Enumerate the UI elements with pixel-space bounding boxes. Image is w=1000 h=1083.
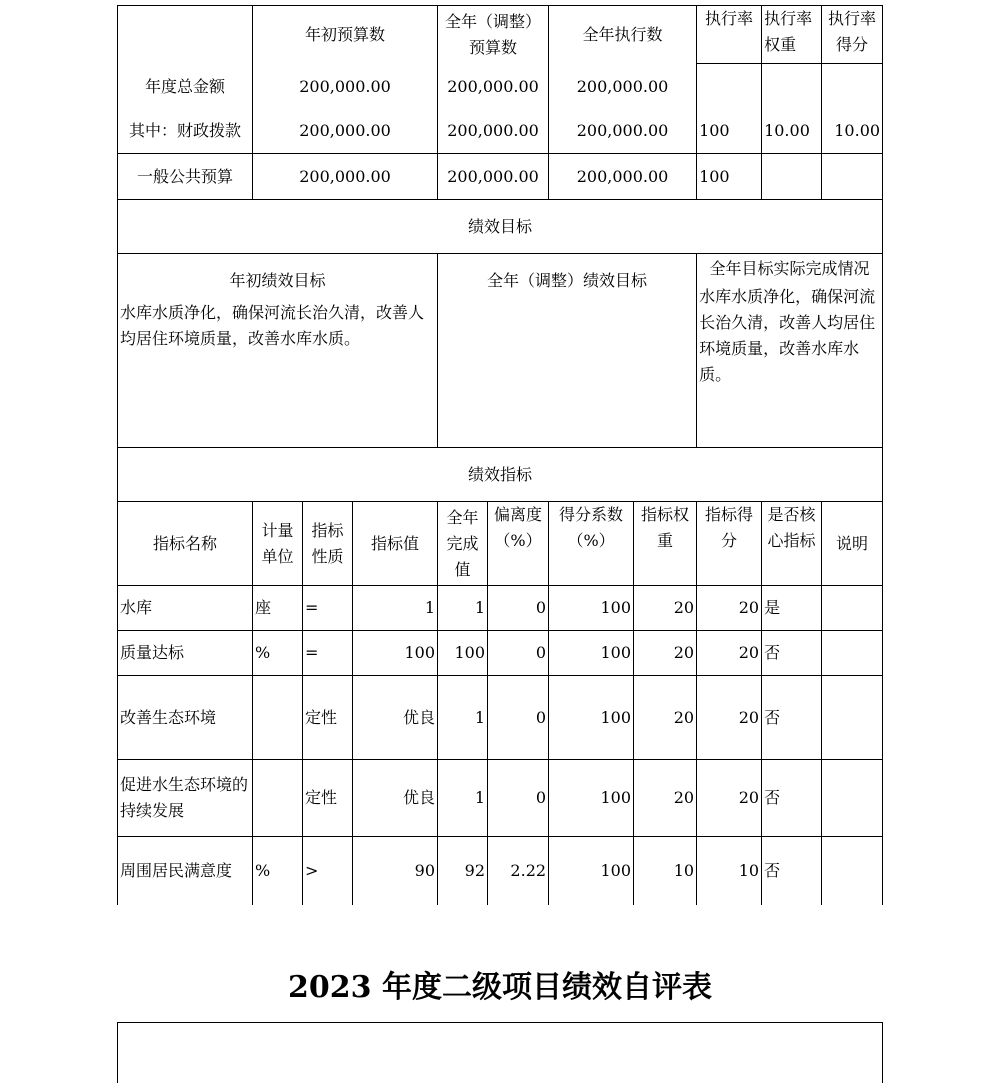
indicator-value: 100 [353, 631, 438, 676]
indicator-deviation: 2.22 [488, 837, 549, 905]
table-row [118, 586, 883, 631]
indicator-nature: = [303, 631, 353, 676]
indicator-name: 水库 [118, 586, 253, 631]
indicator-deviation: 0 [488, 586, 549, 631]
budget-total-score [822, 64, 883, 110]
indicator-header-nature: 指标性质 [303, 502, 353, 586]
indicator-header-core: 是否核心指标 [762, 502, 822, 586]
indicator-coefficient: 100 [549, 760, 634, 837]
budget-rate-weight-header: 执行率权重 [762, 6, 822, 64]
budget-fiscal-row [118, 110, 883, 154]
indicator-score: 10 [697, 837, 762, 905]
indicator-weight: 20 [634, 676, 697, 760]
budget-rate-header: 执行率 [697, 6, 762, 64]
table-row [118, 631, 883, 676]
indicators-header-row [118, 502, 883, 586]
budget-total-initial: 200,000.00 [253, 64, 438, 110]
goals-adjusted-header: 全年（调整）绩效目标 [487, 271, 648, 290]
budget-executed-header: 全年执行数 [549, 6, 697, 64]
indicator-weight: 20 [634, 631, 697, 676]
budget-total-weight [762, 64, 822, 110]
budget-fiscal-label: 其中：财政拨款 [118, 110, 253, 154]
table-row [118, 837, 883, 905]
budget-total-rate [697, 64, 762, 110]
indicator-header-note: 说明 [822, 502, 883, 586]
budget-adjusted-header: 全年（调整）预算数 [438, 6, 549, 64]
budget-total-executed: 200,000.00 [549, 64, 697, 110]
indicator-score: 20 [697, 631, 762, 676]
next-table-frame [117, 1022, 883, 1083]
indicator-coefficient: 100 [549, 837, 634, 905]
indicator-coefficient: 100 [549, 586, 634, 631]
indicator-unit: % [253, 631, 303, 676]
budget-total-label: 年度总金额 [118, 64, 253, 110]
goals-section-row [118, 200, 883, 254]
indicator-unit: % [253, 837, 303, 905]
indicator-nature: 定性 [303, 760, 353, 837]
indicator-value: 90 [353, 837, 438, 905]
indicator-weight: 20 [634, 586, 697, 631]
budget-general-weight [762, 154, 822, 200]
indicator-nature: > [303, 837, 353, 905]
goals-adjusted-text [440, 294, 694, 300]
indicator-coefficient: 100 [549, 676, 634, 760]
next-table-title: 2023 年度二级项目绩效自评表 [288, 970, 712, 1005]
indicator-header-score: 指标得分 [697, 502, 762, 586]
indicator-header-coefficient: 得分系数（%） [549, 502, 634, 586]
budget-total-row [118, 64, 883, 110]
budget-fiscal-initial: 200,000.00 [253, 110, 438, 154]
indicator-nature: = [303, 586, 353, 631]
budget-general-rate: 100 [697, 154, 762, 200]
budget-header-row [118, 6, 883, 64]
indicator-note [822, 837, 883, 905]
indicator-completed: 1 [438, 586, 488, 631]
budget-rate-score-header: 执行率得分 [822, 6, 883, 64]
goals-actual-cell [697, 254, 883, 448]
budget-general-executed: 200,000.00 [549, 154, 697, 200]
goals-actual-text: 水库水质净化，确保河流长治久清，改善人均居住环境质量，改善水库水质。 [699, 287, 876, 384]
budget-initial-header: 年初预算数 [253, 6, 438, 64]
indicator-note [822, 760, 883, 837]
indicator-weight: 20 [634, 760, 697, 837]
budget-total-adjusted: 200,000.00 [438, 64, 549, 110]
indicator-note [822, 676, 883, 760]
budget-corner-cell [118, 6, 253, 64]
indicator-deviation: 0 [488, 760, 549, 837]
indicator-name: 周围居民满意度 [118, 837, 253, 905]
budget-fiscal-rate: 100 [697, 110, 762, 154]
indicator-completed: 1 [438, 676, 488, 760]
indicator-header-name: 指标名称 [118, 502, 253, 586]
indicators-section-title: 绩效指标 [118, 448, 883, 502]
goals-content-row [118, 254, 883, 448]
indicator-name: 促进水生态环境的持续发展 [118, 760, 253, 837]
indicator-core: 否 [762, 676, 822, 760]
indicator-completed: 92 [438, 837, 488, 905]
indicator-core: 否 [762, 837, 822, 905]
budget-general-initial: 200,000.00 [253, 154, 438, 200]
indicator-name: 改善生态环境 [118, 676, 253, 760]
indicator-header-unit: 计量单位 [253, 502, 303, 586]
indicator-unit [253, 676, 303, 760]
indicator-score: 20 [697, 586, 762, 631]
budget-fiscal-adjusted: 200,000.00 [438, 110, 549, 154]
indicator-name: 质量达标 [118, 631, 253, 676]
goals-adjusted-cell [438, 254, 697, 448]
budget-fiscal-score: 10.00 [822, 110, 883, 154]
goals-initial-cell [118, 254, 438, 448]
table-row [118, 676, 883, 760]
budget-general-adjusted: 200,000.00 [438, 154, 549, 200]
indicator-note [822, 586, 883, 631]
indicator-value: 优良 [353, 676, 438, 760]
indicator-score: 20 [697, 760, 762, 837]
budget-general-score [822, 154, 883, 200]
indicator-nature: 定性 [303, 676, 353, 760]
indicator-completed: 1 [438, 760, 488, 837]
indicator-score: 20 [697, 676, 762, 760]
budget-fiscal-weight: 10.00 [762, 110, 822, 154]
indicator-completed: 100 [438, 631, 488, 676]
indicator-core: 是 [762, 586, 822, 631]
indicator-deviation: 0 [488, 631, 549, 676]
budget-general-row [118, 154, 883, 200]
indicator-header-value: 指标值 [353, 502, 438, 586]
table-row [118, 760, 883, 837]
indicator-core: 否 [762, 631, 822, 676]
goals-actual-header: 全年目标实际完成情况 [709, 259, 870, 278]
indicator-value: 1 [353, 586, 438, 631]
budget-general-label: 一般公共预算 [118, 154, 253, 200]
budget-fiscal-executed: 200,000.00 [549, 110, 697, 154]
goals-initial-text: 水库水质净化，确保河流长治久清，改善人均居住环境质量，改善水库水质。 [120, 303, 425, 348]
indicator-weight: 10 [634, 837, 697, 905]
performance-table [117, 5, 883, 905]
goals-section-title: 绩效目标 [118, 200, 883, 254]
indicators-section-row [118, 448, 883, 502]
indicator-core: 否 [762, 760, 822, 837]
indicator-header-deviation: 偏离度（%） [488, 502, 549, 586]
indicator-unit [253, 760, 303, 837]
indicator-deviation: 0 [488, 676, 549, 760]
indicator-note [822, 631, 883, 676]
indicator-value: 优良 [353, 760, 438, 837]
indicator-header-completed: 全年完成值 [438, 502, 488, 586]
goals-initial-header: 年初绩效目标 [229, 271, 326, 290]
indicator-header-weight: 指标权重 [634, 502, 697, 586]
indicator-unit: 座 [253, 586, 303, 631]
indicator-coefficient: 100 [549, 631, 634, 676]
